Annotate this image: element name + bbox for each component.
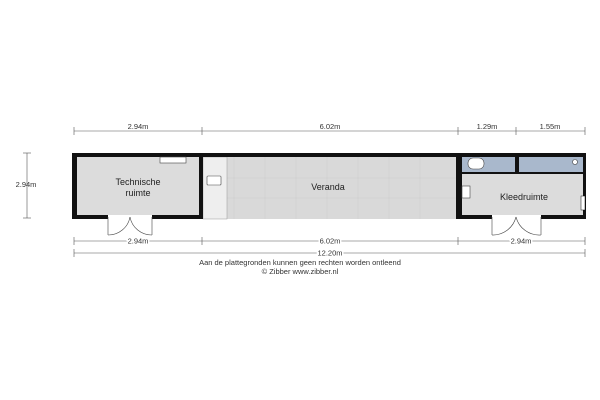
shower-floor xyxy=(519,157,583,173)
dim-top-technical: 2.94m xyxy=(127,122,149,131)
credit-text: © Zibber www.zibber.nl xyxy=(261,267,339,276)
dressing-sink-icon xyxy=(462,186,470,198)
wall-panel-icon xyxy=(160,157,186,163)
toilet-icon xyxy=(468,158,484,169)
dim-left-height: 2.94m xyxy=(15,180,37,189)
shower-head-icon xyxy=(573,160,578,165)
dim-bottom-dressing: 2.94m xyxy=(510,236,532,246)
sink-icon xyxy=(207,176,221,185)
dim-bottom-technical: 2.94m xyxy=(127,236,149,246)
dim-bottom-veranda: 6.02m xyxy=(319,236,341,246)
dressing-room-door-icon xyxy=(492,217,541,235)
dim-top-veranda: 6.02m xyxy=(319,122,341,131)
disclaimer-text: Aan de plattegronden kunnen geen rechten worden ontleend xyxy=(199,258,401,267)
dim-total: 12.20m xyxy=(317,248,343,258)
room-label-dressing: Kleedruimte xyxy=(499,192,549,202)
technical-room-door-icon xyxy=(108,217,152,235)
dim-top-shower: 1.55m xyxy=(539,122,561,131)
room-label-veranda: Veranda xyxy=(311,182,345,192)
room-label-technical-line1: Technische xyxy=(115,177,161,187)
room-label-technical-line2: ruimte xyxy=(125,188,151,198)
veranda-counter xyxy=(203,157,227,219)
dim-top-toilet: 1.29m xyxy=(476,122,498,131)
